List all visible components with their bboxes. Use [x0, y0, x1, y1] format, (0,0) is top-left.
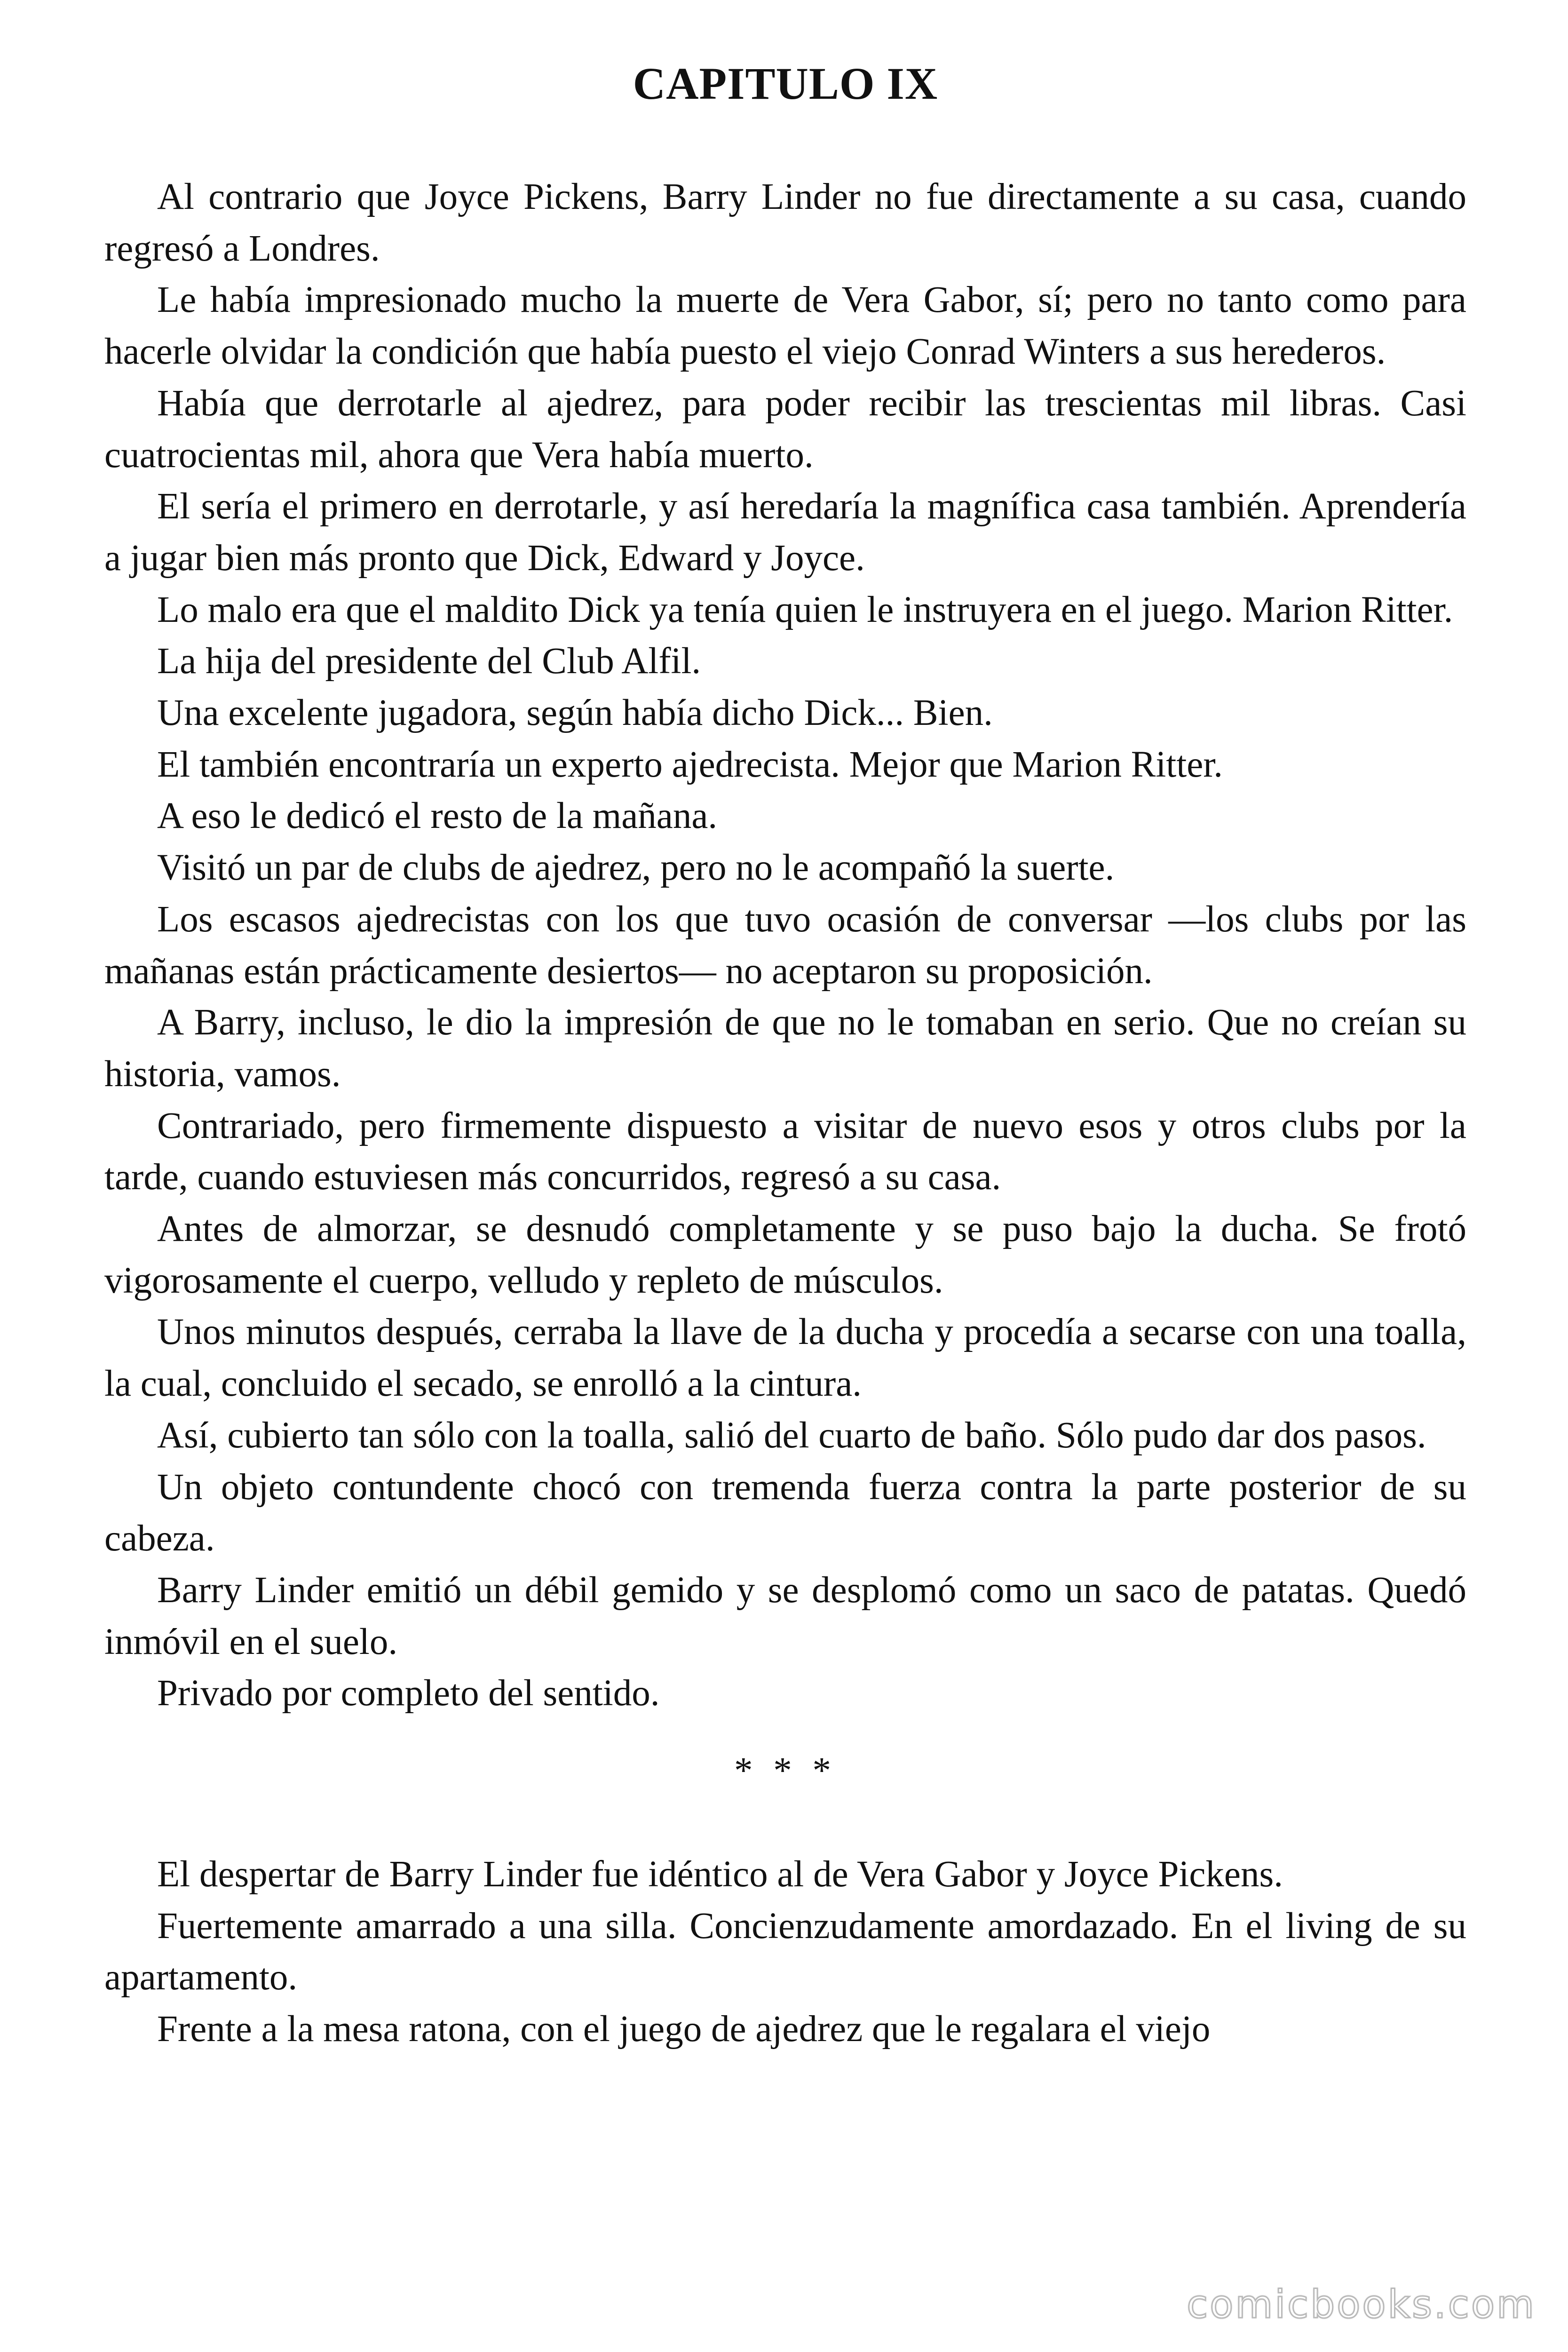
paragraph: Fuertemente amarrado a una silla. Concienzudamente amordazado. En el living de su apartamento. [104, 1905, 1466, 1998]
watermark-logo: comicbooks.com [1187, 2282, 1536, 2327]
paragraph: Contrariado, pero firmemente dispuesto a visitar de nuevo esos y otros clubs por la tarde, cuando estuviesen más concurridos, regresó a su casa. [104, 1105, 1466, 1198]
paragraph: Privado por completo del sentido. [157, 1673, 660, 1714]
paragraph: Unos minutos después, cerraba la llave de la ducha y procedía a secarse con una toalla, la cual, concluido el secado, se enrolló a la cintura. [104, 1311, 1466, 1405]
paragraph: Una excelente jugadora, según había dicho Dick... Bien. [157, 692, 993, 734]
paragraph: A eso le dedicó el resto de la mañana. [157, 795, 718, 837]
paragraph: Antes de almorzar, se desnudó completamente y se puso bajo la ducha. Se frotó vigorosamente el cuerpo, velludo y repleto de músculos. [104, 1208, 1466, 1301]
paragraph: Un objeto contundente chocó con tremenda fuerza contra la parte posterior de su cabeza. [104, 1466, 1466, 1559]
chapter-title: CAPITULO IX [633, 58, 938, 109]
book-page [104, 56, 1466, 2055]
paragraph: Al contrario que Joyce Pickens, Barry Linder no fue directamente a su casa, cuando regresó a Londres. [104, 176, 1466, 269]
paragraph: Barry Linder emitió un débil gemido y se desplomó como un saco de patatas. Quedó inmóvil en el suelo. [104, 1569, 1466, 1662]
paragraph: El sería el primero en derrotarle, y así heredaría la magnífica casa también. Aprendería a jugar bien más pronto que Dick, Edward y Joyce. [104, 486, 1466, 579]
paragraph: La hija del presidente del Club Alfil. [157, 641, 701, 682]
paragraph: Visitó un par de clubs de ajedrez, pero no le acompañó la suerte. [157, 847, 1115, 889]
paragraph: Frente a la mesa ratona, con el juego de ajedrez que le regalara el viejo [157, 2008, 1211, 2050]
paragraph: Le había impresionado mucho la muerte de Vera Gabor, sí; pero no tanto como para hacerle olvidar la condición que había puesto el viejo Conrad Winters a sus herederos. [104, 279, 1466, 373]
body-text-part1 [104, 171, 1466, 1719]
paragraph: Lo malo era que el maldito Dick ya tenía quien le instruyera en el juego. Marion Ritter. [157, 589, 1453, 630]
paragraph: Los escasos ajedrecistas con los que tuvo ocasión de conversar —los clubs por las mañanas están prácticamente desiertos— no aceptaron su proposición. [104, 898, 1466, 992]
section-separator: * * * [734, 1750, 837, 1792]
paragraph: El también encontraría un experto ajedrecista. Mejor que Marion Ritter. [157, 744, 1223, 785]
paragraph: El despertar de Barry Linder fue idéntico al de Vera Gabor y Joyce Pickens. [157, 1853, 1283, 1895]
paragraph: Había que derrotarle al ajedrez, para poder recibir las trescientas mil libras. Casi cuatrocientas mil, ahora que Vera había muerto. [104, 382, 1466, 476]
body-text-part2 [104, 1849, 1466, 2055]
paragraph: A Barry, incluso, le dio la impresión de que no le tomaban en serio. Que no creían su historia, vamos. [104, 1002, 1466, 1095]
paragraph: Así, cubierto tan sólo con la toalla, salió del cuarto de baño. Sólo pudo dar dos pasos. [157, 1414, 1426, 1456]
